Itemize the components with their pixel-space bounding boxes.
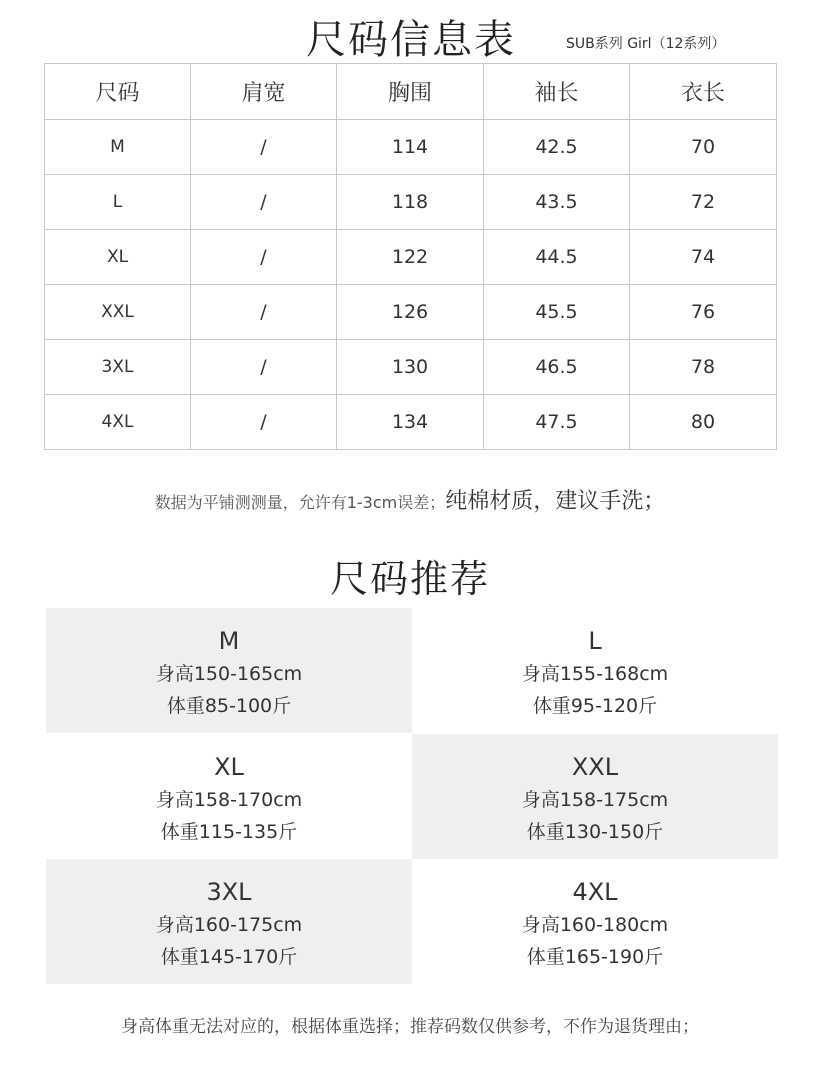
cell-shoulder: / (191, 175, 337, 230)
header-chest: 胸围 (337, 64, 484, 120)
table-header-row (45, 64, 777, 120)
recommendation-height: 身高155-168cm (521, 663, 669, 685)
recommendation-weight: 体重145-170斤 (160, 946, 298, 968)
recommendation-card (412, 608, 778, 733)
cell-size: 4XL (45, 395, 191, 450)
cell-shoulder: / (191, 230, 337, 285)
recommendation-weight: 体重95-120斤 (532, 695, 658, 717)
cell-size: M (45, 120, 191, 175)
cell-chest: 114 (337, 120, 484, 175)
cell-length: 72 (630, 175, 777, 230)
recommendation-weight: 体重115-135斤 (160, 821, 298, 843)
table-row (45, 285, 777, 340)
measurement-note (0, 484, 820, 515)
recommendation-height: 身高160-180cm (521, 914, 669, 936)
recommendation-size: XXL (571, 753, 619, 781)
cell-chest: 118 (337, 175, 484, 230)
cell-sleeve: 47.5 (484, 395, 630, 450)
recommendation-card (46, 734, 412, 859)
cell-shoulder: / (191, 340, 337, 395)
cell-chest: 130 (337, 340, 484, 395)
cell-size: XL (45, 230, 191, 285)
recommendation-size: L (588, 627, 602, 655)
material-wash-note: 纯棉材质，建议手洗； (445, 489, 666, 514)
cell-sleeve: 43.5 (484, 175, 630, 230)
header-size: 尺码 (45, 64, 191, 120)
header-length: 衣长 (630, 64, 777, 120)
recommendation-weight: 体重130-150斤 (526, 821, 664, 843)
recommendation-card (412, 734, 778, 859)
recommendation-weight: 体重85-100斤 (166, 695, 292, 717)
table-row (45, 230, 777, 285)
cell-length: 70 (630, 120, 777, 175)
cell-sleeve: 46.5 (484, 340, 630, 395)
recommendation-card (412, 859, 778, 984)
page-title: 尺码信息表 (306, 17, 516, 63)
cell-length: 76 (630, 285, 777, 340)
cell-shoulder: / (191, 120, 337, 175)
recommendation-title: 尺码推荐 (329, 557, 490, 601)
recommendation-size: 3XL (206, 878, 252, 906)
recommendation-height: 身高158-170cm (155, 789, 303, 811)
table-row (45, 395, 777, 450)
header-sleeve: 袖长 (484, 64, 630, 120)
recommendation-height: 身高160-175cm (155, 914, 303, 936)
cell-chest: 122 (337, 230, 484, 285)
size-info-table (44, 63, 777, 450)
header (0, 6, 820, 63)
cell-size: XXL (45, 285, 191, 340)
recommendation-height: 身高158-175cm (521, 789, 669, 811)
cell-sleeve: 44.5 (484, 230, 630, 285)
cell-length: 78 (630, 340, 777, 395)
recommendation-height: 身高150-165cm (155, 663, 303, 685)
cell-sleeve: 42.5 (484, 120, 630, 175)
recommendation-card (46, 608, 412, 733)
cell-sleeve: 45.5 (484, 285, 630, 340)
cell-chest: 126 (337, 285, 484, 340)
header-shoulder: 肩宽 (191, 64, 337, 120)
cell-chest: 134 (337, 395, 484, 450)
recommendation-weight: 体重165-190斤 (526, 946, 664, 968)
cell-length: 74 (630, 230, 777, 285)
recommendation-card (46, 859, 412, 984)
table-row (45, 340, 777, 395)
cell-size: L (45, 175, 191, 230)
table-row (45, 120, 777, 175)
cell-size: 3XL (45, 340, 191, 395)
recommendation-size: 4XL (572, 878, 618, 906)
cell-shoulder: / (191, 285, 337, 340)
disclaimer-note: 身高体重无法对应的，根据体重选择；推荐码数仅供参考，不作为退货理由； (121, 1017, 699, 1037)
series-subtitle: SUB系列 Girl（12系列） (566, 36, 726, 52)
measurement-error-note: 数据为平铺测测量，允许有1-3cm误差； (154, 493, 446, 512)
cell-length: 80 (630, 395, 777, 450)
recommendation-size: M (218, 627, 240, 655)
table-row (45, 175, 777, 230)
cell-shoulder: / (191, 395, 337, 450)
recommendation-size: XL (214, 753, 244, 781)
